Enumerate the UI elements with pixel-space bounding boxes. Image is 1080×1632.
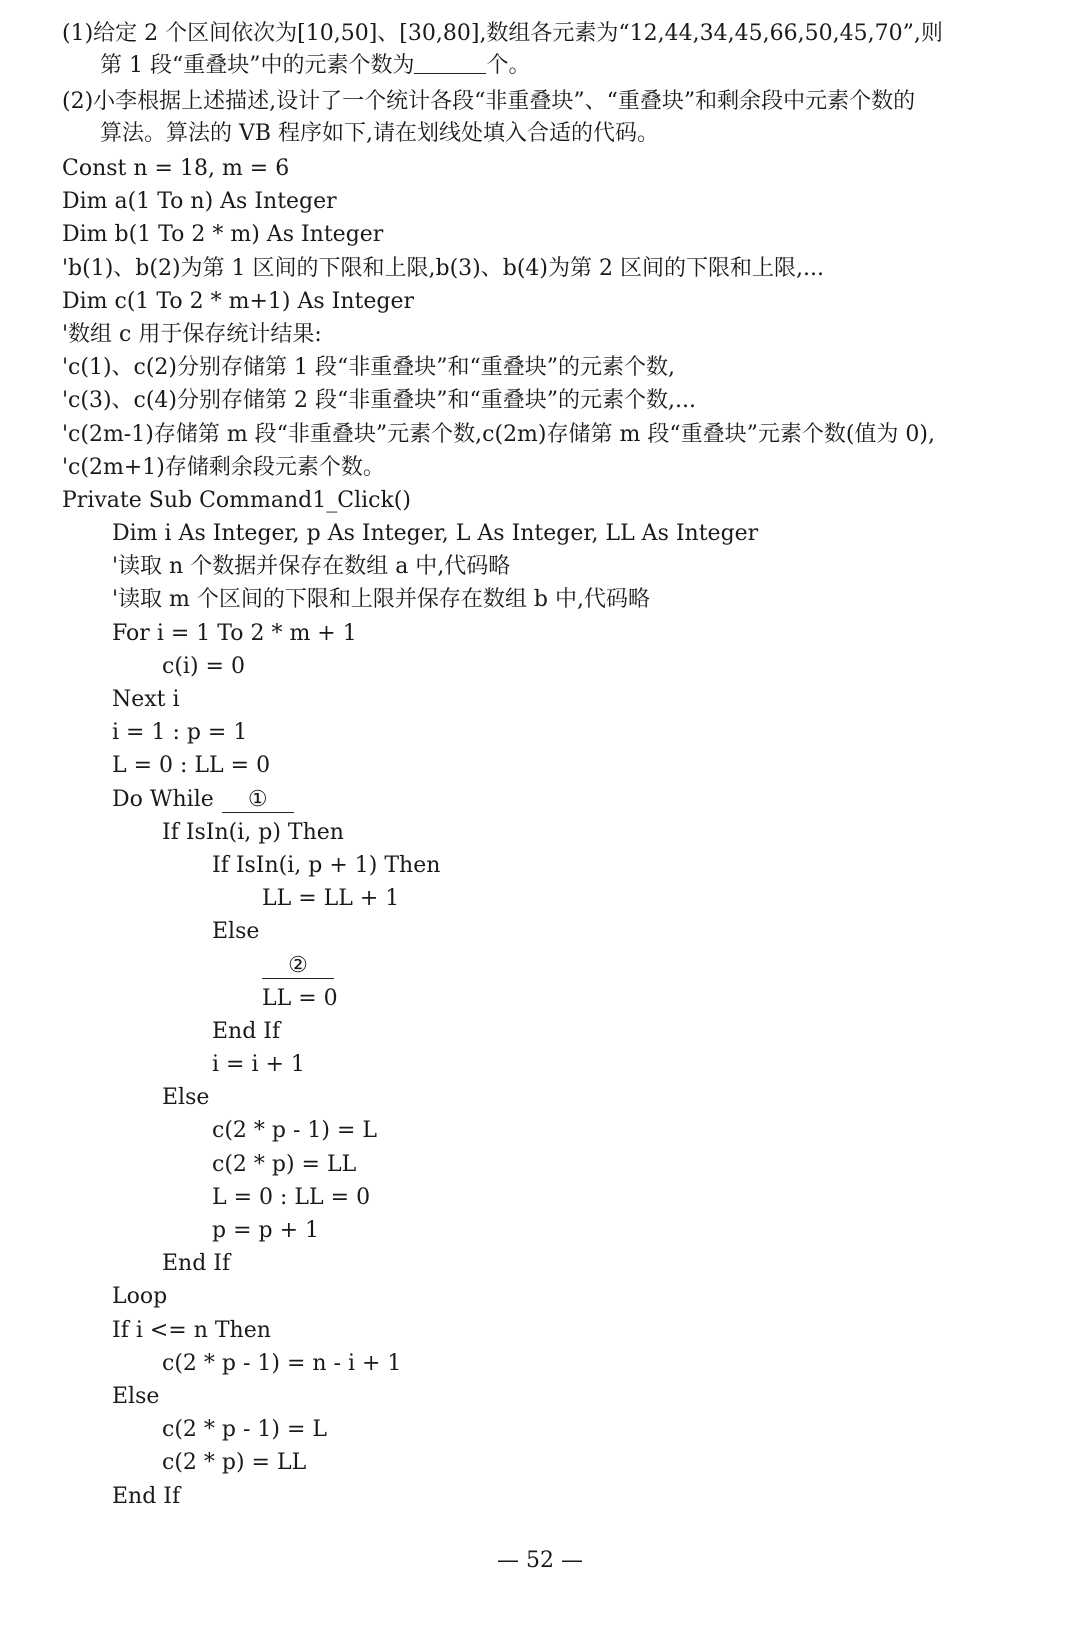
code-line: c(i) = 0 xyxy=(162,653,245,679)
question-part-2 xyxy=(62,86,1042,150)
code-comment: 'c(2m+1)存储剩余段元素个数。 xyxy=(62,454,385,480)
code-comment: 'c(3)、c(4)分别存储第 2 段“非重叠块”和“重叠块”的元素个数,... xyxy=(62,388,696,414)
code-line: End If xyxy=(112,1483,181,1509)
code-line: Const n = 18, m = 6 xyxy=(62,156,290,181)
part1-line2: 第 1 段“重叠块”中的元素个数为 个。 xyxy=(100,53,531,78)
code-line: Else xyxy=(112,1383,160,1409)
code-line: c(2 * p - 1) = n - i + 1 xyxy=(162,1350,402,1376)
code-line: c(2 * p) = LL xyxy=(212,1151,357,1177)
code-line: Private Sub Command1_Click() xyxy=(62,487,411,513)
vb-code-listing xyxy=(62,152,1062,1513)
code-line: i = 1 : p = 1 xyxy=(112,720,248,746)
code-line: L = 0 : LL = 0 xyxy=(112,753,271,779)
code-line: End If xyxy=(162,1251,231,1277)
code-line: Dim c(1 To 2 * m+1) As Integer xyxy=(62,288,414,314)
page-number: — 52 — xyxy=(497,1548,583,1573)
code-line: If i <= n Then xyxy=(112,1317,271,1343)
code-line: Dim a(1 To n) As Integer xyxy=(62,189,337,215)
answer-blank xyxy=(414,53,486,74)
part1-line1: (1)给定 2 个区间依次为[10,50]、[30,80],数组各元素为“12,44,34,45,66,50,45,70”,则 xyxy=(62,21,943,46)
code-line: If IsIn(i, p) Then xyxy=(162,819,344,845)
code-line: p = p + 1 xyxy=(212,1218,320,1243)
code-line: For i = 1 To 2 * m + 1 xyxy=(112,620,357,646)
blank-1: ① xyxy=(222,788,294,813)
code-line: L = 0 : LL = 0 xyxy=(212,1184,371,1210)
code-comment: '数组 c 用于保存统计结果: xyxy=(62,321,322,347)
code-line: Dim i As Integer, p As Integer, L As Integer, LL As Integer xyxy=(112,521,759,547)
code-line: LL = LL + 1 xyxy=(262,886,400,912)
code-line: i = i + 1 xyxy=(212,1052,305,1078)
question-part-1 xyxy=(62,18,1042,82)
code-line: If IsIn(i, p + 1) Then xyxy=(212,852,441,878)
code-comment: 'c(1)、c(2)分别存储第 1 段“非重叠块”和“重叠块”的元素个数, xyxy=(62,355,675,381)
code-line: c(2 * p - 1) = L xyxy=(162,1417,327,1443)
blank-2: ② xyxy=(262,954,334,979)
code-line: c(2 * p - 1) = L xyxy=(212,1118,377,1144)
code-line: End If xyxy=(212,1018,281,1044)
code-comment: '读取 m 个区间的下限和上限并保存在数组 b 中,代码略 xyxy=(112,587,650,613)
code-line: Dim b(1 To 2 * m) As Integer xyxy=(62,222,384,248)
code-comment: 'c(2m-1)存储第 m 段“非重叠块”元素个数,c(2m)存储第 m 段“重叠块”元素个数(值为 0), xyxy=(62,421,935,447)
code-comment: 'b(1)、b(2)为第 1 区间的下限和上限,b(3)、b(4)为第 2 区间的下限和上限,... xyxy=(62,255,824,281)
code-line: Else xyxy=(212,919,260,945)
code-line-blank-2 xyxy=(62,949,1062,982)
code-line: c(2 * p) = LL xyxy=(162,1450,307,1476)
code-line-do-while: Do While ① xyxy=(62,783,1062,816)
part2-line1: (2)小李根据上述描述,设计了一个统计各段“非重叠块”、“重叠块”和剩余段中元素个数的 xyxy=(62,89,916,114)
part2-line2: 算法。算法的 VB 程序如下,请在划线处填入合适的代码。 xyxy=(100,121,660,146)
code-line: LL = 0 xyxy=(262,985,338,1011)
code-comment: '读取 n 个数据并保存在数组 a 中,代码略 xyxy=(112,554,511,580)
code-line: Else xyxy=(162,1085,210,1111)
code-line: Next i xyxy=(112,687,180,712)
code-line: Loop xyxy=(112,1284,168,1310)
